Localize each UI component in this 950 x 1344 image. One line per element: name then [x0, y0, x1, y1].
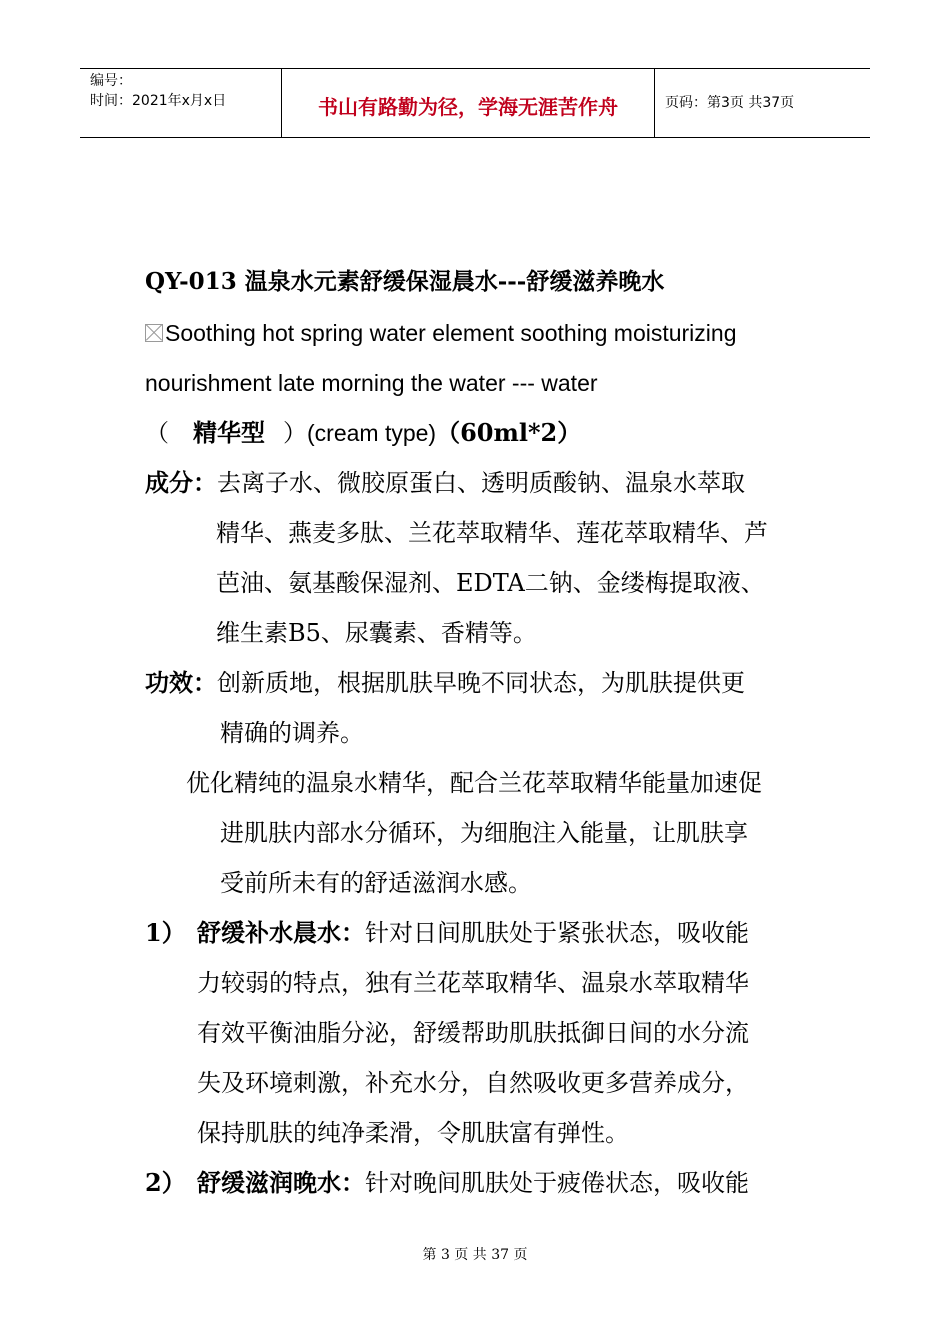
- type-cn: 精华型: [193, 418, 265, 447]
- item-1-line-3: 有效平衡油脂分泌，舒缓帮助肌肤抵御日间的水分流: [197, 1019, 749, 1047]
- header-motto: 书山有路勤为径，学海无涯苦作舟: [318, 95, 618, 119]
- efficacy-line-2: 精确的调养。: [220, 719, 364, 747]
- item-1-line-5: 保持肌肤的纯净柔滑，令肌肤富有弹性。: [197, 1119, 629, 1147]
- type-en: (cream type): [307, 420, 437, 446]
- type-close: ）: [283, 419, 307, 447]
- ingredients-label: 成分：: [145, 470, 217, 497]
- header-left-cell: [80, 69, 282, 137]
- item-2-text-1: 针对晚间肌肤处于疲倦状态，吸收能: [365, 1169, 749, 1197]
- item-1-line-1: [145, 918, 749, 949]
- number-label: 编号：: [90, 73, 132, 89]
- efficacy-text-1: 创新质地，根据肌肤早晚不同状态，为肌肤提供更: [217, 669, 745, 697]
- document-header: [80, 68, 870, 138]
- product-title: QY-013 温泉水元素舒缓保湿晨水---舒缓滋养晚水: [145, 268, 665, 295]
- product-type-line: [145, 418, 581, 448]
- item-2-number: 2）: [145, 1168, 186, 1197]
- english-line-1: [145, 318, 737, 348]
- item-1-label: 舒缓补水晨水：: [197, 920, 365, 947]
- time-label: 时间：2021年x月x日: [90, 93, 227, 109]
- efficacy-line-1: [145, 668, 745, 699]
- efficacy-line-4: 进肌肤内部水分循环，为细胞注入能量，让肌肤享: [220, 819, 748, 847]
- efficacy-label: 功效：: [145, 670, 217, 697]
- item-2-line-1: [145, 1168, 749, 1199]
- header-center-cell: [282, 69, 655, 137]
- header-right-cell: [655, 69, 870, 137]
- item-1-line-4: 失及环境刺激，补充水分，自然吸收更多营养成分，: [197, 1069, 749, 1097]
- item-2-label: 舒缓滋润晚水：: [197, 1170, 365, 1197]
- page-footer: 第 3 页 共 37 页: [422, 1247, 528, 1263]
- item-1-number: 1）: [145, 918, 186, 947]
- broken-image-icon: [145, 324, 163, 342]
- efficacy-line-5: 受前所未有的舒适滋润水感。: [220, 869, 532, 897]
- ingredients-line-4: 维生素B5、尿囊素、香精等。: [216, 619, 537, 647]
- ingredients-line-1: [145, 468, 745, 499]
- type-volume: （60ml*2）: [436, 418, 582, 447]
- english-line-2: nourishment late morning the water --- water: [145, 370, 598, 396]
- ingredients-line-3: 芭油、氨基酸保湿剂、EDTA二钠、金缕梅提取液、: [216, 569, 765, 597]
- ingredients-line-2: 精华、燕麦多肽、兰花萃取精华、莲花萃取精华、芦: [216, 519, 768, 547]
- type-open: （: [145, 419, 169, 447]
- page-info: 页码：第3页 共37页: [665, 95, 795, 111]
- item-1-text-1: 针对日间肌肤处于紧张状态，吸收能: [365, 919, 749, 947]
- item-1-line-2: 力较弱的特点，独有兰花萃取精华、温泉水萃取精华: [197, 969, 749, 997]
- english-line-1-text: Soothing hot spring water element soothing moisturizing: [165, 320, 737, 346]
- efficacy-line-3: 优化精纯的温泉水精华，配合兰花萃取精华能量加速促: [186, 769, 762, 797]
- ingredients-text-1: 去离子水、微胶原蛋白、透明质酸钠、温泉水萃取: [217, 469, 745, 497]
